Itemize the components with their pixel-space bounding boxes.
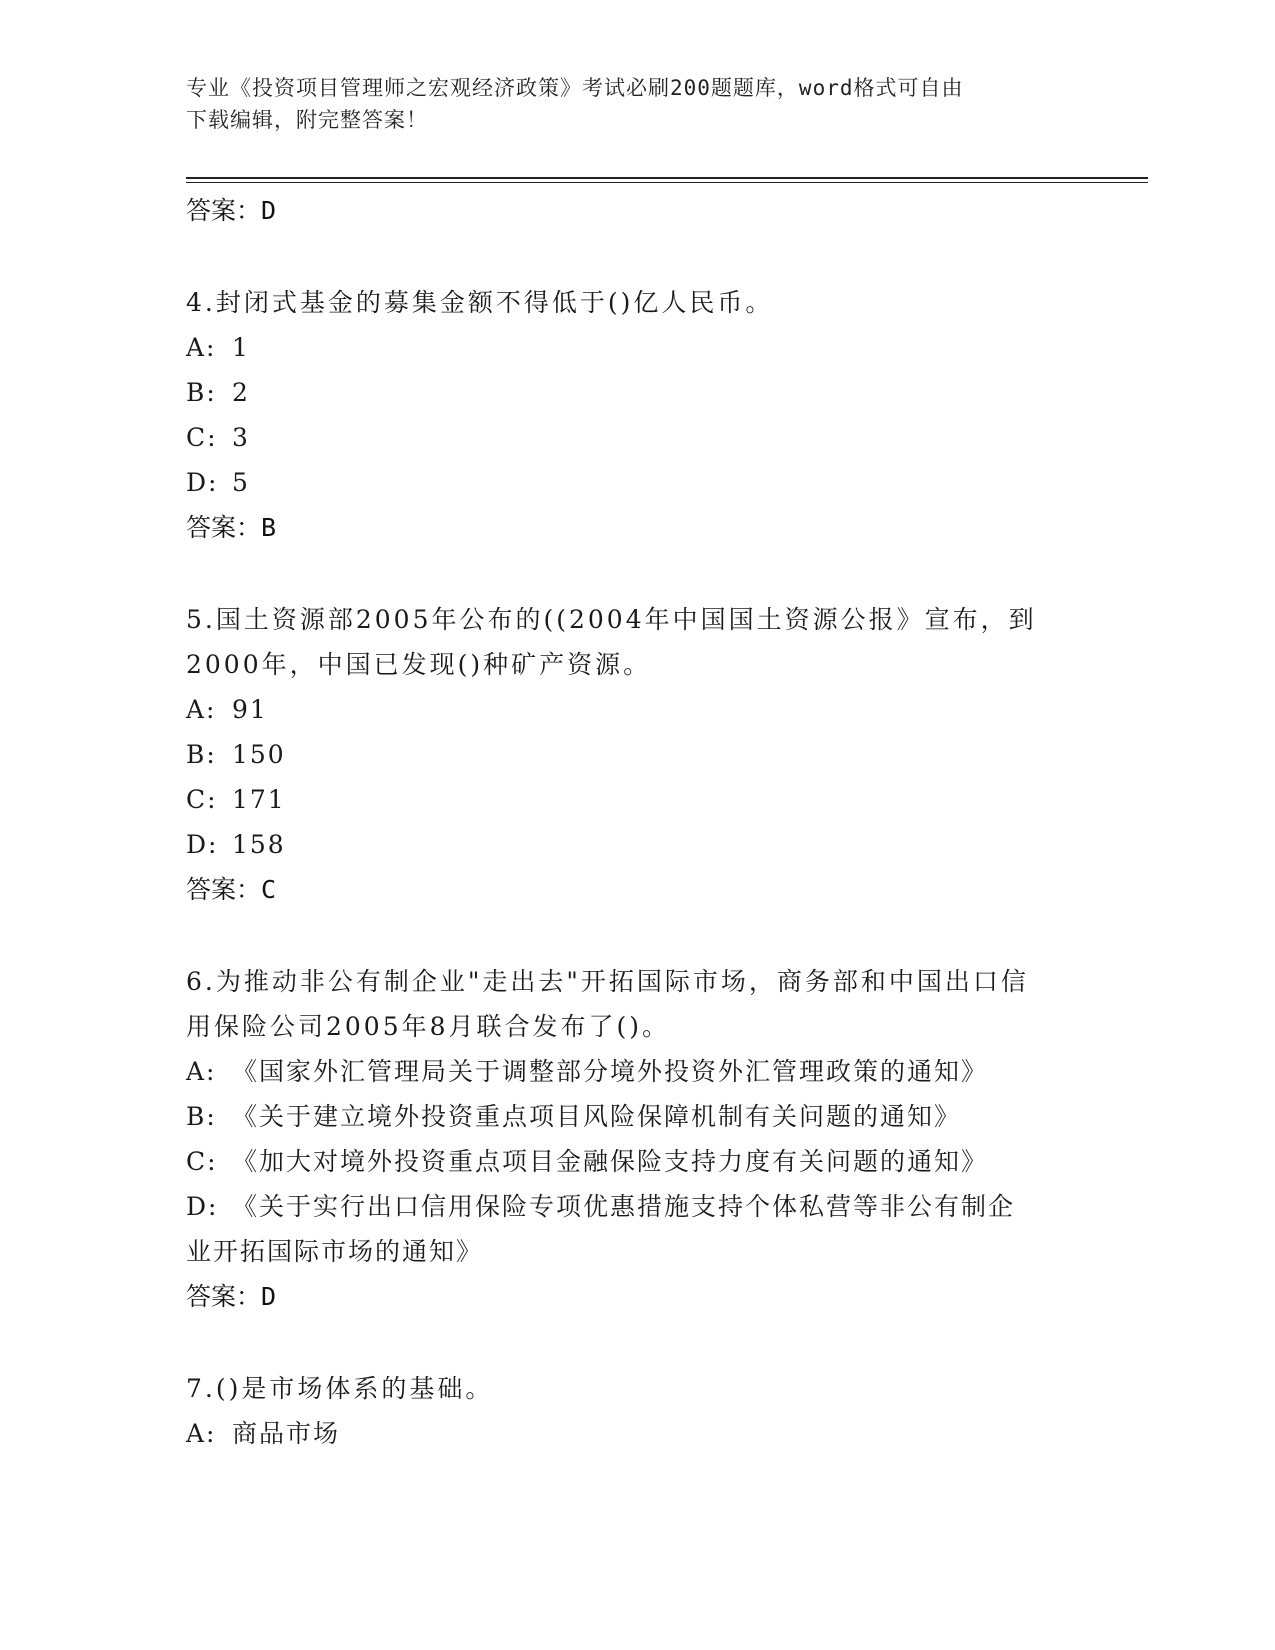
question-list bbox=[186, 188, 1086, 1456]
option-text: 5 bbox=[232, 468, 250, 497]
option-letter: B: bbox=[186, 1102, 217, 1131]
option-letter: D: bbox=[186, 468, 219, 497]
question-text: 4.封闭式基金的募集金额不得低于()亿人民币。 bbox=[186, 288, 774, 317]
option-text: 171 bbox=[232, 785, 286, 814]
header-divider-thin bbox=[186, 182, 1148, 183]
option-letter: A: bbox=[186, 695, 217, 724]
option-d-cont: 业开拓国际市场的通知》 bbox=[186, 1237, 484, 1266]
answer-line: 答案：B bbox=[186, 513, 277, 542]
question-text: 6.为推动非公有制企业"走出去"开拓国际市场，商务部和中国出口信 bbox=[186, 967, 1029, 996]
option-letter: A: bbox=[186, 1057, 217, 1086]
question-text-cont: 用保险公司2005年8月联合发布了()。 bbox=[186, 1012, 671, 1041]
spacer bbox=[186, 912, 1086, 959]
header-line-2: 下载编辑，附完整答案！ bbox=[186, 108, 428, 132]
option-b bbox=[186, 732, 1086, 777]
option-a bbox=[186, 1411, 1086, 1456]
option-text: 150 bbox=[232, 740, 286, 769]
option-a bbox=[186, 325, 1086, 370]
question-text-cont: 2000年，中国已发现()种矿产资源。 bbox=[186, 650, 652, 679]
question-text: 7.()是市场体系的基础。 bbox=[186, 1374, 494, 1403]
option-text: 1 bbox=[232, 333, 250, 362]
option-c bbox=[186, 777, 1086, 822]
option-text: 《国家外汇管理局关于调整部分境外投资外汇管理政策的通知》 bbox=[232, 1057, 989, 1086]
option-text: 2 bbox=[232, 378, 250, 407]
option-letter: D: bbox=[186, 830, 219, 859]
option-c bbox=[186, 415, 1086, 460]
option-text: 《加大对境外投资重点项目金融保险支持力度有关问题的通知》 bbox=[232, 1147, 989, 1176]
option-a bbox=[186, 1049, 1086, 1094]
answer-line: 答案：C bbox=[186, 875, 277, 904]
question-5 bbox=[186, 597, 1086, 912]
option-letter: C: bbox=[186, 1147, 218, 1176]
answer-line: 答案：D bbox=[186, 1282, 277, 1311]
question-6 bbox=[186, 959, 1086, 1319]
option-letter: A: bbox=[186, 1419, 217, 1448]
question-text: 5.国土资源部2005年公布的((2004年中国国土资源公报》宣布，到 bbox=[186, 605, 1037, 634]
document-header bbox=[186, 72, 1086, 136]
spacer bbox=[186, 233, 1086, 280]
option-text: 商品市场 bbox=[232, 1419, 341, 1448]
option-a bbox=[186, 687, 1086, 732]
spacer bbox=[186, 550, 1086, 597]
question-4 bbox=[186, 280, 1086, 550]
option-letter: D: bbox=[186, 1192, 219, 1221]
option-letter: A: bbox=[186, 333, 217, 362]
option-letter: B: bbox=[186, 740, 217, 769]
option-letter: B: bbox=[186, 378, 217, 407]
option-letter: C: bbox=[186, 423, 218, 452]
question-7 bbox=[186, 1366, 1086, 1456]
spacer bbox=[186, 1319, 1086, 1366]
previous-answer: 答案：D bbox=[186, 196, 277, 225]
option-c bbox=[186, 1139, 1086, 1184]
header-line-1: 专业《投资项目管理师之宏观经济政策》考试必刷200题题库，word格式可自由 bbox=[186, 76, 964, 100]
option-text: 《关于建立境外投资重点项目风险保障机制有关问题的通知》 bbox=[232, 1102, 962, 1131]
option-d bbox=[186, 460, 1086, 505]
option-text: 《关于实行出口信用保险专项优惠措施支持个体私营等非公有制企 bbox=[232, 1192, 1016, 1221]
option-d bbox=[186, 1184, 1086, 1229]
option-letter: C: bbox=[186, 785, 218, 814]
header-divider-thick bbox=[186, 177, 1148, 179]
option-d bbox=[186, 822, 1086, 867]
option-text: 158 bbox=[232, 830, 286, 859]
option-text: 91 bbox=[232, 695, 268, 724]
option-text: 3 bbox=[232, 423, 250, 452]
option-b bbox=[186, 370, 1086, 415]
option-b bbox=[186, 1094, 1086, 1139]
